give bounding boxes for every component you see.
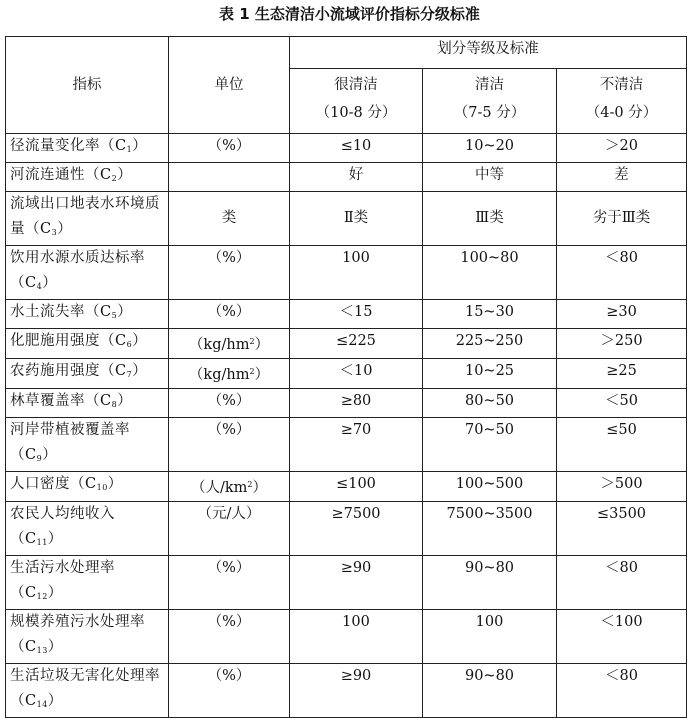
indicator-cell: 饮用水源水质达标率$(C_4)$: [6, 246, 169, 300]
not-clean-cell: ＜80: [557, 556, 687, 610]
table-row: [6, 389, 687, 418]
indicator-cell: 生活污水处理率$(C_{12})$: [6, 556, 169, 610]
unit-cell: （元/人）: [169, 502, 290, 556]
not-clean-cell: ≤3500: [557, 502, 687, 556]
level-range: （4-0 分）: [585, 105, 658, 121]
unit-cell: （%）: [169, 610, 290, 664]
not-clean-cell: ＞250: [557, 329, 687, 359]
clean-cell: 100~80: [423, 246, 557, 300]
table-row: [6, 418, 687, 472]
unit-cell: （%）: [169, 300, 290, 329]
not-clean-cell: ＜50: [557, 389, 687, 418]
very-clean-cell: ≥90: [290, 556, 423, 610]
very-clean-cell: ≥7500: [290, 502, 423, 556]
table-row: [6, 664, 687, 718]
header-level-not-clean: [557, 69, 687, 134]
indicator-cell: 人口密度$(C_{10})$: [6, 472, 169, 502]
table-row: [6, 134, 687, 163]
indicator-cell: 河岸带植被覆盖率$(C_9)$: [6, 418, 169, 472]
clean-cell: 中等: [423, 163, 557, 192]
unit-cell: 类: [169, 192, 290, 246]
clean-cell: 225~250: [423, 329, 557, 359]
header-unit: 单位: [169, 37, 290, 134]
not-clean-cell: ≥25: [557, 359, 687, 389]
not-clean-cell: ≥30: [557, 300, 687, 329]
indicator-cell: 水土流失率$(C_5)$: [6, 300, 169, 329]
header-row-1: [6, 37, 687, 69]
clean-cell: 15~30: [423, 300, 557, 329]
very-clean-cell: 100: [290, 610, 423, 664]
clean-cell: 10~20: [423, 134, 557, 163]
clean-cell: 80~50: [423, 389, 557, 418]
not-clean-cell: 劣于Ⅲ类: [557, 192, 687, 246]
not-clean-cell: ＜80: [557, 246, 687, 300]
indicator-cell: 流域出口地表水环境质量$(C_3)$: [6, 192, 169, 246]
table-row: [6, 163, 687, 192]
unit-cell: （%）: [169, 664, 290, 718]
very-clean-cell: ≥80: [290, 389, 423, 418]
header-level-very-clean: [290, 69, 423, 134]
indicator-cell: 径流量变化率$(C_1)$: [6, 134, 169, 163]
clean-cell: 70~50: [423, 418, 557, 472]
table-row: [6, 359, 687, 389]
not-clean-cell: ＞20: [557, 134, 687, 163]
very-clean-cell: ≤100: [290, 472, 423, 502]
table-row: [6, 192, 687, 246]
very-clean-cell: ≥90: [290, 664, 423, 718]
level-name: 不清洁: [599, 77, 644, 93]
unit-cell: $(kg/hm^2)$: [169, 329, 290, 359]
clean-cell: 7500~3500: [423, 502, 557, 556]
not-clean-cell: ≤50: [557, 418, 687, 472]
clean-cell: 100~500: [423, 472, 557, 502]
table-row: [6, 502, 687, 556]
evaluation-table: [5, 36, 687, 718]
table-row: [6, 472, 687, 502]
header-level-clean: [423, 69, 557, 134]
very-clean-cell: ＜15: [290, 300, 423, 329]
indicator-cell: 农药施用强度$(C_7)$: [6, 359, 169, 389]
table-caption: 表 1 生态清洁小流域评价指标分级标准: [219, 5, 480, 23]
level-range: （10-8 分）: [315, 105, 397, 121]
unit-cell: （%）: [169, 134, 290, 163]
not-clean-cell: 差: [557, 163, 687, 192]
unit-cell: [169, 163, 290, 192]
not-clean-cell: ＞500: [557, 472, 687, 502]
table-row: [6, 556, 687, 610]
not-clean-cell: ＜80: [557, 664, 687, 718]
unit-cell: （人$/km^2$）: [169, 472, 290, 502]
very-clean-cell: ≤10: [290, 134, 423, 163]
unit-cell: （%）: [169, 556, 290, 610]
clean-cell: 100: [423, 610, 557, 664]
table-row: [6, 300, 687, 329]
very-clean-cell: ＜10: [290, 359, 423, 389]
header-criteria: 划分等级及标准: [290, 37, 687, 69]
indicator-cell: 生活垃圾无害化处理率$(C_{14})$: [6, 664, 169, 718]
unit-cell: （%）: [169, 389, 290, 418]
indicator-cell: 规模养殖污水处理率$(C_{13})$: [6, 610, 169, 664]
unit-cell: $(kg/hm^2)$: [169, 359, 290, 389]
very-clean-cell: 好: [290, 163, 423, 192]
clean-cell: Ⅲ类: [423, 192, 557, 246]
level-name: 很清洁: [334, 77, 378, 93]
level-range: （7-5 分）: [453, 105, 526, 121]
indicator-cell: 农民人均纯收入$(C_{11})$: [6, 502, 169, 556]
table-row: [6, 329, 687, 359]
clean-cell: 90~80: [423, 664, 557, 718]
indicator-cell: 林草覆盖率$(C_8)$: [6, 389, 169, 418]
very-clean-cell: ≥70: [290, 418, 423, 472]
header-indicator: 指标: [6, 37, 169, 134]
indicator-cell: 化肥施用强度$(C_6)$: [6, 329, 169, 359]
indicator-cell: 河流连通性$(C_2)$: [6, 163, 169, 192]
very-clean-cell: 100: [290, 246, 423, 300]
not-clean-cell: ＜100: [557, 610, 687, 664]
table-row: [6, 246, 687, 300]
table-row: [6, 610, 687, 664]
unit-cell: （%）: [169, 246, 290, 300]
clean-cell: 90~80: [423, 556, 557, 610]
very-clean-cell: ≤225: [290, 329, 423, 359]
clean-cell: 10~25: [423, 359, 557, 389]
level-name: 清洁: [475, 77, 504, 93]
very-clean-cell: Ⅱ类: [290, 192, 423, 246]
unit-cell: （%）: [169, 418, 290, 472]
